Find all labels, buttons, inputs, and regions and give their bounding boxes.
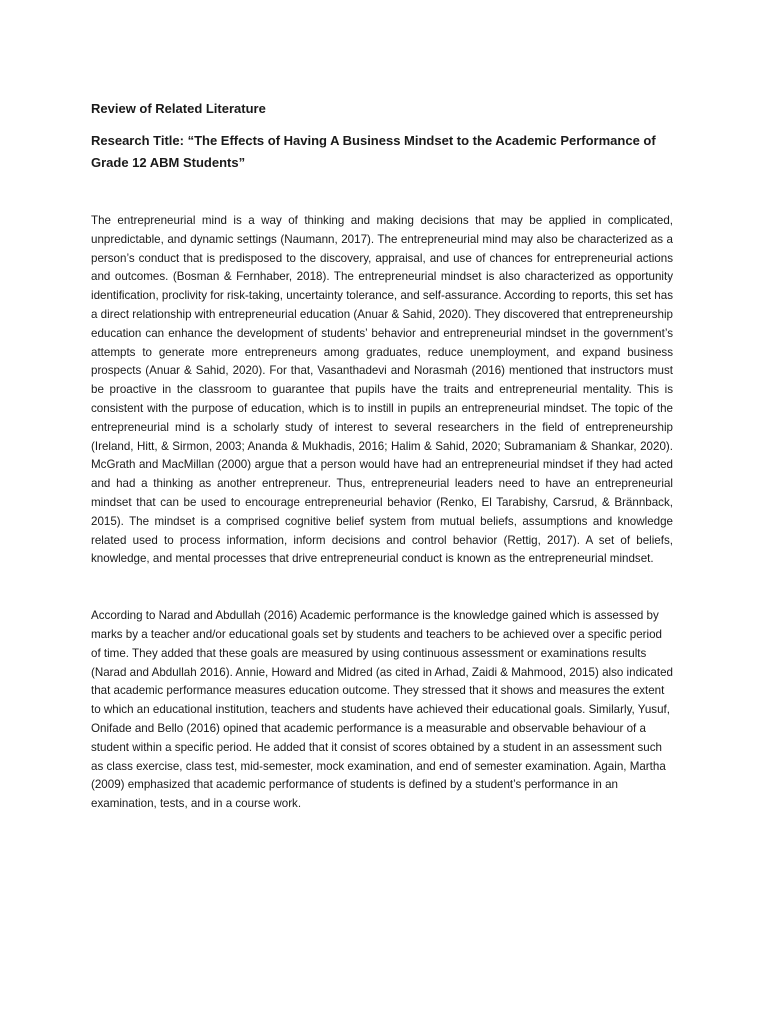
paragraph-entrepreneurial-mind: The entrepreneurial mind is a way of thinking and making decisions that may be applied in complicated, unpredictable, and dynamic settings (Naumann, 2017). The entrepreneurial mind may also be characterized as a person’s conduct that is predisposed to the discovery, appraisal, and use of chances for entrepreneurial actions and outcomes. (Bosman & Fernhaber, 2018). The entrepreneurial mindset is also characterized as opportunity identification, proclivity for risk-taking, uncertainty tolerance, and self-assurance. According to reports, this set has a direct relationship with entrepreneurial education (Anuar & Sahid, 2020). They discovered that entrepreneurship education can enhance the development of students’ behavior and entrepreneurial mindset in the government’s attempts to generate more entrepreneurs among graduates, reduce unemployment, and expand business prospects (Anuar & Sahid, 2020). For that, Vasanthadevi and Norasmah (2016) mentioned that instructors must be proactive in the classroom to guarantee that pupils have the traits and entrepreneurial mentality. This is consistent with the purpose of education, which is to instill in pupils an entrepreneurial mindset. The topic of the entrepreneurial mind is a scholarly study of interest to several researchers in the field of entrepreneurship (Ireland, Hitt, & Sirmon, 2003; Ananda & Mukhadis, 2016; Halim & Sahid, 2020; Subramaniam & Shankar, 2020). McGrath and MacMillan (2000) argue that a person would have had an entrepreneurial mindset if they had acted and had a thinking as another entrepreneur. Thus, entrepreneurial leaders need to have an entrepreneurial mindset that can be used to encourage entrepreneurial behavior (Renko, El Tarabishy, Carsrud, & Brännback, 2015). The mindset is a comprised cognitive belief system from mutual beliefs, assumptions and knowledge related used to process information, inform decisions and control behavior (Rettig, 2017). A set of beliefs, knowledge, and mental processes that drive entrepreneurial conduct is known as the entrepreneurial mindset. bbox=[91, 214, 673, 566]
paragraph-academic-performance: According to Narad and Abdullah (2016) Academic performance is the knowledge gained which is assessed by marks by a teacher and/or educational goals set by students and teachers to be achieved over a specific period of time. They added that these goals are measured by using continuous assessment or examinations results (Narad and Abdullah 2016). Annie, Howard and Midred (as cited in Arhad, Zaidi & Mahmood, 2015) also indicated that academic performance measures education outcome. They stressed that it shows and measures the extent to which an educational institution, teachers and students have achieved their educational goals. Similarly, Yusuf, Onifade and Bello (2016) opined that academic performance is a measurable and observable behaviour of a student within a specific period. He added that it consist of scores obtained by a student in an assessment such as class exercise, class test, mid-semester, mock examination, and end of semester examination. Again, Martha (2009) emphasized that academic performance of students is defined by a student’s performance in an examination, tests, and in a course work. bbox=[91, 609, 673, 811]
section-heading: Review of Related Literature bbox=[91, 101, 266, 116]
research-title: Research Title: “The Effects of Having A Business Mindset to the Academic Performance of Grade 12 ABM Students” bbox=[91, 133, 656, 170]
document-body bbox=[91, 92, 673, 814]
